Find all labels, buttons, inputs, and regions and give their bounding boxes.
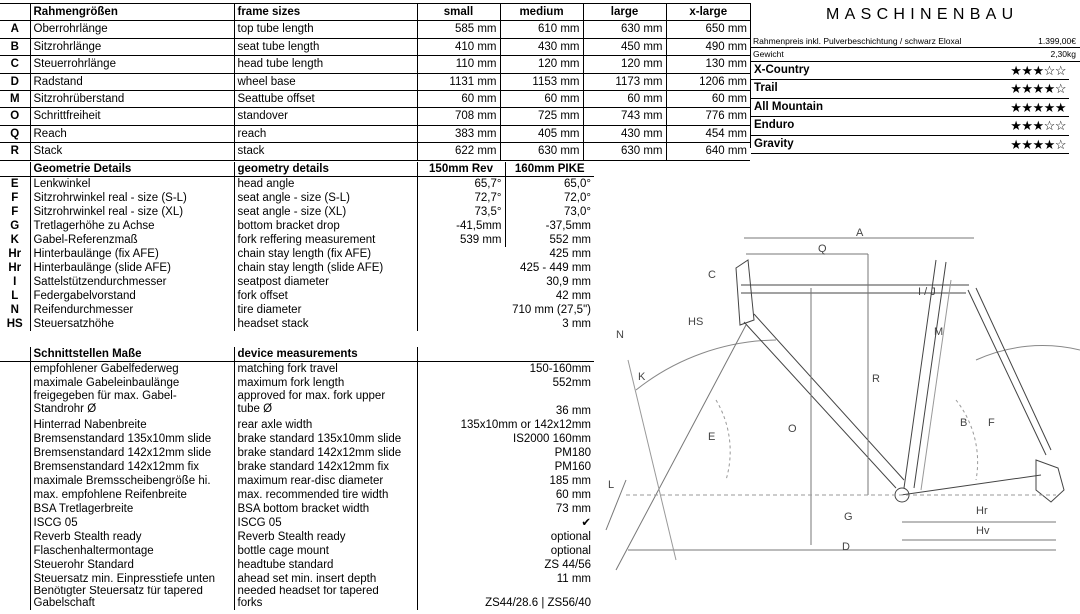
label-f: F: [988, 417, 995, 429]
table-row: [0, 191, 594, 205]
value-medium: 630 mm: [500, 143, 583, 160]
value-x-large: 490 mm: [666, 38, 750, 55]
interfaces-header: [0, 347, 594, 362]
row-de: Sitzrohrwinkel real - size (XL): [30, 205, 234, 219]
row-de: empfohlener Gabelfederweg: [30, 362, 234, 377]
table-row: [0, 474, 594, 488]
row-en: brake standard 142x12mm fix: [234, 460, 417, 474]
row-value: 185 mm: [417, 474, 594, 488]
row-de: Flaschenhaltermontage: [30, 544, 234, 558]
row-en: seat angle - size (XL): [234, 205, 417, 219]
table-row: [0, 21, 750, 38]
value-medium: 405 mm: [500, 125, 583, 142]
row-de: Steuersatz min. Einpresstiefe unten: [30, 572, 234, 586]
row-de: Sattelstützendurchmesser: [30, 275, 234, 289]
row-de-cont: Gabelschaft: [33, 596, 95, 609]
table-row: [0, 275, 594, 289]
row-value: ZS44/28.6 | ZS56/40: [417, 586, 594, 610]
row-code: Hr: [8, 248, 22, 260]
value-150mm: -41,5mm: [417, 219, 505, 233]
table-row: [0, 516, 594, 530]
row-en: rear axle width: [234, 418, 417, 432]
row-en: approved for max. fork upper: [237, 390, 386, 402]
dim-k: [628, 360, 676, 560]
header-blank: [0, 162, 30, 177]
row-de: Gabel-Referenzmaß: [30, 233, 234, 247]
header-value: [417, 347, 594, 362]
row-de: Hinterrad Nabenbreite: [30, 418, 234, 432]
label-a: A: [856, 227, 864, 239]
brand-logo: MASCHINENBAU: [826, 6, 1019, 23]
row-code: K: [10, 234, 19, 246]
header-blank: [0, 4, 30, 21]
row-de: BSA Tretlagerbreite: [30, 502, 234, 516]
value-small: 410 mm: [417, 38, 500, 55]
value-160mm: 72,0°: [505, 191, 594, 205]
row-code: I: [13, 276, 17, 288]
row-en: bottle cage mount: [234, 544, 417, 558]
value-medium: 60 mm: [500, 91, 583, 108]
label-k: K: [638, 371, 646, 383]
row-de: Bremsenstandard 142x12mm fix: [30, 460, 234, 474]
value-x-large: 776 mm: [666, 108, 750, 125]
star-rating-icon: ★★★★☆: [991, 135, 1069, 153]
value-small: 1131 mm: [417, 73, 500, 90]
value-160mm: 425 mm: [417, 247, 594, 261]
row-de: Schrittfreiheit: [30, 108, 234, 125]
table-row: [0, 303, 594, 317]
frame-size-table: [0, 3, 750, 161]
label-c: C: [708, 269, 716, 281]
value-160mm: 65,0°: [505, 177, 594, 192]
row-de: Hinterbaulänge (slide AFE): [30, 261, 234, 275]
star-rating-icon: ★★★☆☆: [991, 62, 1069, 80]
row-de: Lenkwinkel: [30, 177, 234, 192]
row-de: maximale Gabeleinbaulänge: [30, 376, 234, 390]
row-code: F: [11, 192, 19, 204]
row-de: Federgabelvorstand: [30, 289, 234, 303]
row-value: PM180: [417, 446, 594, 460]
row-en: seat angle - size (S-L): [234, 191, 417, 205]
row-de: Sitzrohrüberstand: [30, 91, 234, 108]
row-en: maximum rear-disc diameter: [234, 474, 417, 488]
row-en: tire diameter: [234, 303, 417, 317]
header-150mm-rev: 150mm Rev: [417, 162, 505, 177]
value-medium: 1153 mm: [500, 73, 583, 90]
value-160mm: -37,5mm: [505, 219, 594, 233]
table-row: [0, 38, 750, 55]
seat-stay: [968, 288, 1051, 455]
table-row: [0, 376, 594, 390]
row-code: G: [10, 220, 20, 232]
row-en: max. recommended tire width: [234, 488, 417, 502]
frame-geometry-diagram: [596, 150, 1080, 614]
row-en: Reverb Stealth ready: [234, 530, 417, 544]
label-d: D: [842, 541, 850, 553]
row-code: L: [11, 290, 19, 302]
value-small: 585 mm: [417, 21, 500, 38]
table-row: [0, 125, 750, 142]
table-row: [0, 247, 594, 261]
row-value: 36 mm: [417, 390, 594, 418]
row-de: Reifendurchmesser: [30, 303, 234, 317]
row-code: A: [0, 21, 30, 38]
star-rating-icon: ★★★☆☆: [991, 117, 1069, 135]
ratings-table: [751, 62, 1069, 154]
angle-f: [956, 400, 978, 480]
row-value: 150-160mm: [417, 362, 594, 377]
value-small: 60 mm: [417, 91, 500, 108]
row-en: head angle: [234, 177, 417, 192]
label-hv: Hv: [976, 525, 990, 537]
row-en-cont: forks: [237, 596, 263, 609]
row-value: IS2000 160mm: [417, 432, 594, 446]
header-schnittstellen: Schnittstellen Maße: [30, 347, 234, 362]
table-row: [0, 73, 750, 90]
value-x-large: 60 mm: [666, 91, 750, 108]
label-hr: Hr: [976, 505, 988, 517]
row-en: fork offset: [234, 289, 417, 303]
value-150mm: 65,7°: [417, 177, 505, 192]
row-de: maximale Bremsscheibengröße hi.: [30, 474, 234, 488]
row-code: R: [0, 143, 30, 160]
table-row: [0, 233, 594, 247]
value-medium: 120 mm: [500, 56, 583, 73]
geometry-header: [0, 162, 594, 177]
header-frame-sizes: frame sizes: [234, 4, 417, 21]
header-geometry-details: geometry details: [234, 162, 417, 177]
value-x-large: 1206 mm: [666, 73, 750, 90]
table-row: [0, 261, 594, 275]
table-row: [0, 432, 594, 446]
header-large: large: [583, 4, 666, 21]
value-160mm: 710 mm (27,5"): [417, 303, 594, 317]
row-code: Hr: [8, 262, 22, 274]
table-row: [0, 418, 594, 432]
row-de-cont: Standrohr Ø: [33, 403, 97, 415]
header-medium: medium: [500, 4, 583, 21]
row-value: 552mm: [417, 376, 594, 390]
star-rating-icon: ★★★★☆: [991, 80, 1069, 98]
label-e: E: [708, 431, 716, 443]
table-row: [0, 390, 594, 418]
rating-row: [751, 117, 1069, 135]
value-medium: 725 mm: [500, 108, 583, 125]
row-value: optional: [417, 544, 594, 558]
table-row: [0, 572, 594, 586]
rear-wheel-arc: [976, 346, 1080, 360]
table-row: [0, 91, 750, 108]
checkmark-icon: ✔: [417, 516, 594, 530]
price-label: Rahmenpreis inkl. Pulverbeschichtung / schwarz Eloxal: [753, 36, 962, 46]
label-i-j: I / J: [918, 286, 936, 298]
row-value: PM160: [417, 460, 594, 474]
star-rating-icon: ★★★★★: [991, 98, 1069, 116]
row-code: Q: [0, 125, 30, 142]
value-x-large: 454 mm: [666, 125, 750, 142]
row-de: Reverb Stealth ready: [30, 530, 234, 544]
row-de: Bremsenstandard 135x10mm slide: [30, 432, 234, 446]
row-value: 60 mm: [417, 488, 594, 502]
row-en: reach: [234, 125, 417, 142]
rating-label: Trail: [751, 80, 991, 98]
value-150mm: 72,7°: [417, 191, 505, 205]
value-large: 60 mm: [583, 91, 666, 108]
value-large: 630 mm: [583, 143, 666, 160]
row-de: Reach: [30, 125, 234, 142]
value-x-large: 650 mm: [666, 21, 750, 38]
geometry-table: [0, 162, 594, 331]
label-m: M: [934, 326, 944, 338]
row-en: Seattube offset: [234, 91, 417, 108]
value-small: 383 mm: [417, 125, 500, 142]
weight-value: 2,30kg: [1050, 49, 1076, 59]
value-small: 110 mm: [417, 56, 500, 73]
value-large: 430 mm: [583, 125, 666, 142]
angle-e: [716, 400, 730, 480]
row-en: needed headset for tapered: [237, 586, 379, 597]
label-hs: HS: [688, 316, 704, 328]
label-g: G: [844, 511, 853, 523]
row-en: standover: [234, 108, 417, 125]
table-row: [0, 362, 594, 377]
header-160mm-pike: 160mm PIKE: [505, 162, 594, 177]
row-de: Sitzrohrlänge: [30, 38, 234, 55]
row-en: BSA bottom bracket width: [234, 502, 417, 516]
table-row: [0, 530, 594, 544]
row-de: Stack: [30, 143, 234, 160]
frame-size-header: [0, 4, 750, 21]
header-blank: [0, 347, 30, 362]
row-de: Radstand: [30, 73, 234, 90]
row-en: seat tube length: [234, 38, 417, 55]
rating-label: All Mountain: [751, 98, 991, 116]
header-x-large: x-large: [666, 4, 750, 21]
label-r: R: [872, 373, 880, 385]
row-en: fork reffering measurement: [234, 233, 417, 247]
value-160mm: 42 mm: [417, 289, 594, 303]
value-x-large: 130 mm: [666, 56, 750, 73]
rating-label: X-Country: [751, 62, 991, 80]
table-row: [0, 289, 594, 303]
interfaces-table: [0, 347, 594, 610]
row-de: Steuerrohrlänge: [30, 56, 234, 73]
label-l: L: [608, 479, 615, 491]
table-row: [0, 460, 594, 474]
row-de: Bremsenstandard 142x12mm slide: [30, 446, 234, 460]
row-code: HS: [6, 318, 23, 330]
row-en: stack: [234, 143, 417, 160]
value-160mm: 552 mm: [505, 233, 594, 247]
row-de: Steuersatzhöhe: [30, 317, 234, 331]
row-en: maximum fork length: [234, 376, 417, 390]
row-code: O: [0, 108, 30, 125]
row-code: F: [11, 206, 19, 218]
row-en: headtube standard: [234, 558, 417, 572]
table-row: [0, 108, 750, 125]
row-de: Benötigter Steuersatz für tapered: [33, 586, 203, 597]
header-device-measurements: device measurements: [234, 347, 417, 362]
row-en: headset stack: [234, 317, 417, 331]
row-en: wheel base: [234, 73, 417, 90]
row-value: optional: [417, 530, 594, 544]
row-code: M: [0, 91, 30, 108]
price-divider: [751, 47, 1080, 48]
table-row: [0, 56, 750, 73]
value-small: 622 mm: [417, 143, 500, 160]
table-row: [0, 558, 594, 572]
row-en: brake standard 135x10mm slide: [234, 432, 417, 446]
rating-row: [751, 62, 1069, 80]
row-en: head tube length: [234, 56, 417, 73]
table-row: [0, 488, 594, 502]
table-row: [0, 205, 594, 219]
row-de: Steuerohr Standard: [30, 558, 234, 572]
row-en-cont: tube Ø: [237, 403, 273, 415]
label-b: B: [960, 417, 968, 429]
row-de: Oberrohrlänge: [30, 21, 234, 38]
weight-label: Gewicht: [753, 49, 784, 59]
table-row: [0, 446, 594, 460]
row-de: Tretlagerhöhe zu Achse: [30, 219, 234, 233]
row-value: 73 mm: [417, 502, 594, 516]
rating-row: [751, 98, 1069, 116]
value-large: 630 mm: [583, 21, 666, 38]
row-en: chain stay length (slide AFE): [234, 261, 417, 275]
header-geometrie-details: Geometrie Details: [30, 162, 234, 177]
value-medium: 610 mm: [500, 21, 583, 38]
value-small: 708 mm: [417, 108, 500, 125]
row-value: 135x10mm or 142x12mm: [417, 418, 594, 432]
row-en: chain stay length (fix AFE): [234, 247, 417, 261]
row-en: seatpost diameter: [234, 275, 417, 289]
table-row: [0, 219, 594, 233]
row-value: 11 mm: [417, 572, 594, 586]
row-en: matching fork travel: [234, 362, 417, 377]
value-150mm: 539 mm: [417, 233, 505, 247]
rating-label: Gravity: [751, 135, 991, 153]
table-row: [0, 317, 594, 331]
row-code: N: [10, 304, 19, 316]
row-de: Hinterbaulänge (fix AFE): [30, 247, 234, 261]
row-code: B: [0, 38, 30, 55]
row-en: ISCG 05: [234, 516, 417, 530]
table-row: [0, 177, 594, 192]
row-code: C: [0, 56, 30, 73]
label-o: O: [788, 423, 797, 435]
header-small: small: [417, 4, 500, 21]
value-large: 120 mm: [583, 56, 666, 73]
value-150mm: 73,5°: [417, 205, 505, 219]
row-code: D: [0, 73, 30, 90]
row-en: brake standard 142x12mm slide: [234, 446, 417, 460]
price-value: 1.399,00€: [1038, 36, 1076, 46]
dim-b: [921, 280, 951, 490]
value-medium: 430 mm: [500, 38, 583, 55]
value-large: 743 mm: [583, 108, 666, 125]
row-de: Sitzrohrwinkel real - size (S-L): [30, 191, 234, 205]
rear-dropout: [1036, 460, 1064, 502]
label-q: Q: [818, 243, 827, 255]
table-row: [0, 586, 594, 610]
row-de: max. empfohlene Reifenbreite: [30, 488, 234, 502]
header-rahmengroessen: Rahmengrößen: [30, 4, 234, 21]
row-en: bottom bracket drop: [234, 219, 417, 233]
value-x-large: 640 mm: [666, 143, 750, 160]
row-en: ahead set min. insert depth: [234, 572, 417, 586]
value-large: 450 mm: [583, 38, 666, 55]
value-large: 1173 mm: [583, 73, 666, 90]
value-160mm: 30,9 mm: [417, 275, 594, 289]
row-de: ISCG 05: [30, 516, 234, 530]
value-160mm: 3 mm: [417, 317, 594, 331]
rating-row: [751, 80, 1069, 98]
front-wheel-arc: [636, 340, 776, 390]
row-code: E: [10, 178, 19, 190]
value-160mm: 73,0°: [505, 205, 594, 219]
row-de: freigegeben für max. Gabel-: [33, 390, 177, 402]
row-value: ZS 44/56: [417, 558, 594, 572]
table-row: [0, 544, 594, 558]
rating-label: Enduro: [751, 117, 991, 135]
value-160mm: 425 - 449 mm: [417, 261, 594, 275]
row-en: top tube length: [234, 21, 417, 38]
label-n: N: [616, 329, 624, 341]
table-row: [0, 502, 594, 516]
